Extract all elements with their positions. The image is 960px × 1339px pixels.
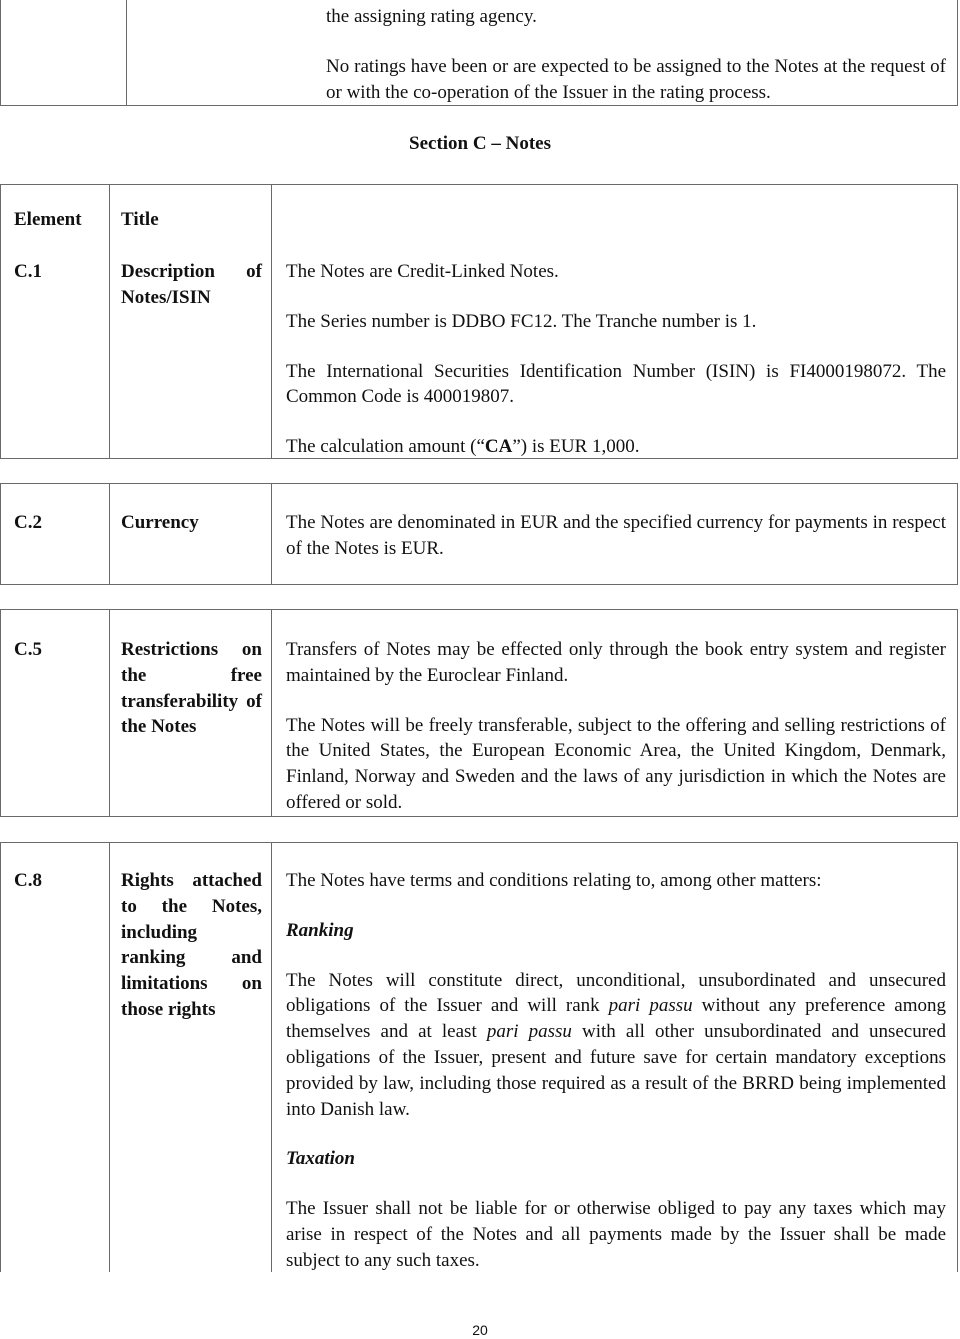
c1-calculation-amount: The calculation amount (“CA”) is EUR 1,000. — [286, 436, 640, 458]
top-box-line2: No ratings have been or are expected to be assigned to the Notes at the request of or with the co-operation of the Issuer in the rating process. — [326, 55, 946, 103]
c2-title: Currency — [121, 512, 199, 533]
c1-paragraph: The International Securities Identification Number (ISIN) is FI4000198072. The Common Code is 400019807. — [286, 360, 946, 408]
page-number: 20 — [472, 1322, 488, 1338]
c5-paragraph: The Notes will be freely transferable, subject to the offering and selling restrictions of the United States, the European Economic Area, the United Kingdom, Denmark, Finland, Norway and Sweden and the laws of any jurisdiction in which the Notes are offered or sold. — [286, 714, 946, 813]
header-element: Element — [14, 209, 82, 230]
c8-element: C.8 — [14, 870, 42, 891]
c1-element: C.1 — [14, 261, 42, 282]
c5-title: Restrictions on the free transferability of the Notes — [121, 639, 262, 738]
c8-taxation-text: The Issuer shall not be liable for or otherwise obliged to pay any taxes which may arise in respect of the Notes and all payments made by the Issuer shall be made subject to any such taxes. — [286, 1198, 946, 1271]
c5-element: C.5 — [14, 639, 42, 660]
c2-paragraph: The Notes are denominated in EUR and the specified currency for payments in respect of the Notes is EUR. — [286, 512, 946, 559]
c8-intro: The Notes have terms and conditions relating to, among other matters: — [286, 870, 822, 891]
c8-title: Rights attached to the Notes, including ranking and limitations on those rights — [121, 870, 262, 1020]
c1-content — [286, 259, 946, 460]
c8-ranking-text: The Notes will constitute direct, unconditional, unsubordinated and unsecured obligations of the Issuer and will rank pari passu without any preference among themselves and at least pari passu with all other unsubordinated and unsecured obligations of the Issuer, present and future save for certain mandatory exceptions provided by law, including those required as a result of the BRRD being implemented into Danish law. — [286, 969, 946, 1120]
c2-element: C.2 — [14, 512, 42, 533]
section-title: Section C – Notes — [409, 133, 551, 154]
header-title: Title — [121, 209, 159, 230]
c1-paragraph: The Series number is DDBO FC12. The Tranche number is 1. — [286, 310, 757, 332]
c5-paragraph: Transfers of Notes may be effected only through the book entry system and register maintained by the Euroclear Finland. — [286, 639, 946, 686]
top-box-line1: the assigning rating agency. — [326, 6, 537, 27]
c1-paragraph: The Notes are Credit-Linked Notes. — [286, 261, 559, 282]
c8-taxation-heading: Taxation — [286, 1148, 355, 1170]
c8-ranking-heading: Ranking — [286, 919, 354, 941]
c1-title: Description of Notes/ISIN — [121, 261, 262, 308]
